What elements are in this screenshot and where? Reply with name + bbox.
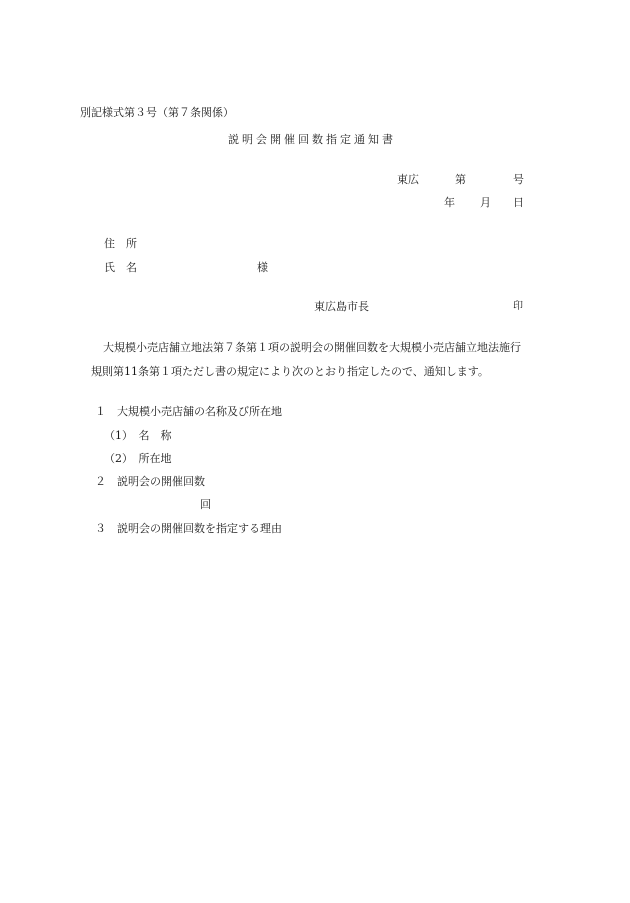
name-label: 氏 名 bbox=[104, 261, 137, 274]
date-month: 月 bbox=[480, 196, 491, 209]
body-line-2: 規則第11条第１項ただし書の規定により次のとおり指定したので、通知します。 bbox=[91, 365, 489, 378]
date-year: 年 bbox=[444, 196, 455, 209]
item-2-unit: 回 bbox=[200, 498, 211, 511]
item-1: １ 大規模小売店舗の名称及び所在地 bbox=[95, 405, 282, 418]
sender-title: 東広島市長 bbox=[314, 300, 369, 313]
item-1-sub-1: （1） 名 称 bbox=[104, 429, 172, 442]
item-2: ２ 説明会の開催回数 bbox=[95, 475, 205, 488]
honorific: 様 bbox=[257, 261, 268, 274]
form-label: 別記様式第３号（第７条関係） bbox=[80, 106, 234, 119]
seal-mark: 印 bbox=[513, 301, 523, 312]
ref-prefix: 東広 bbox=[397, 173, 419, 186]
item-1-sub-2: （2） 所在地 bbox=[104, 452, 172, 465]
date-day: 日 bbox=[513, 196, 524, 209]
ref-go: 号 bbox=[513, 173, 524, 186]
document-title: 説明会開催回数指定通知書 bbox=[228, 133, 396, 146]
body-line-1: 大規模小売店舗立地法第７条第１項の説明会の開催回数を大規模小売店舗立地法施行 bbox=[103, 341, 521, 354]
address-label: 住 所 bbox=[104, 237, 137, 250]
ref-dai: 第 bbox=[455, 173, 466, 186]
item-3: ３ 説明会の開催回数を指定する理由 bbox=[95, 522, 282, 535]
